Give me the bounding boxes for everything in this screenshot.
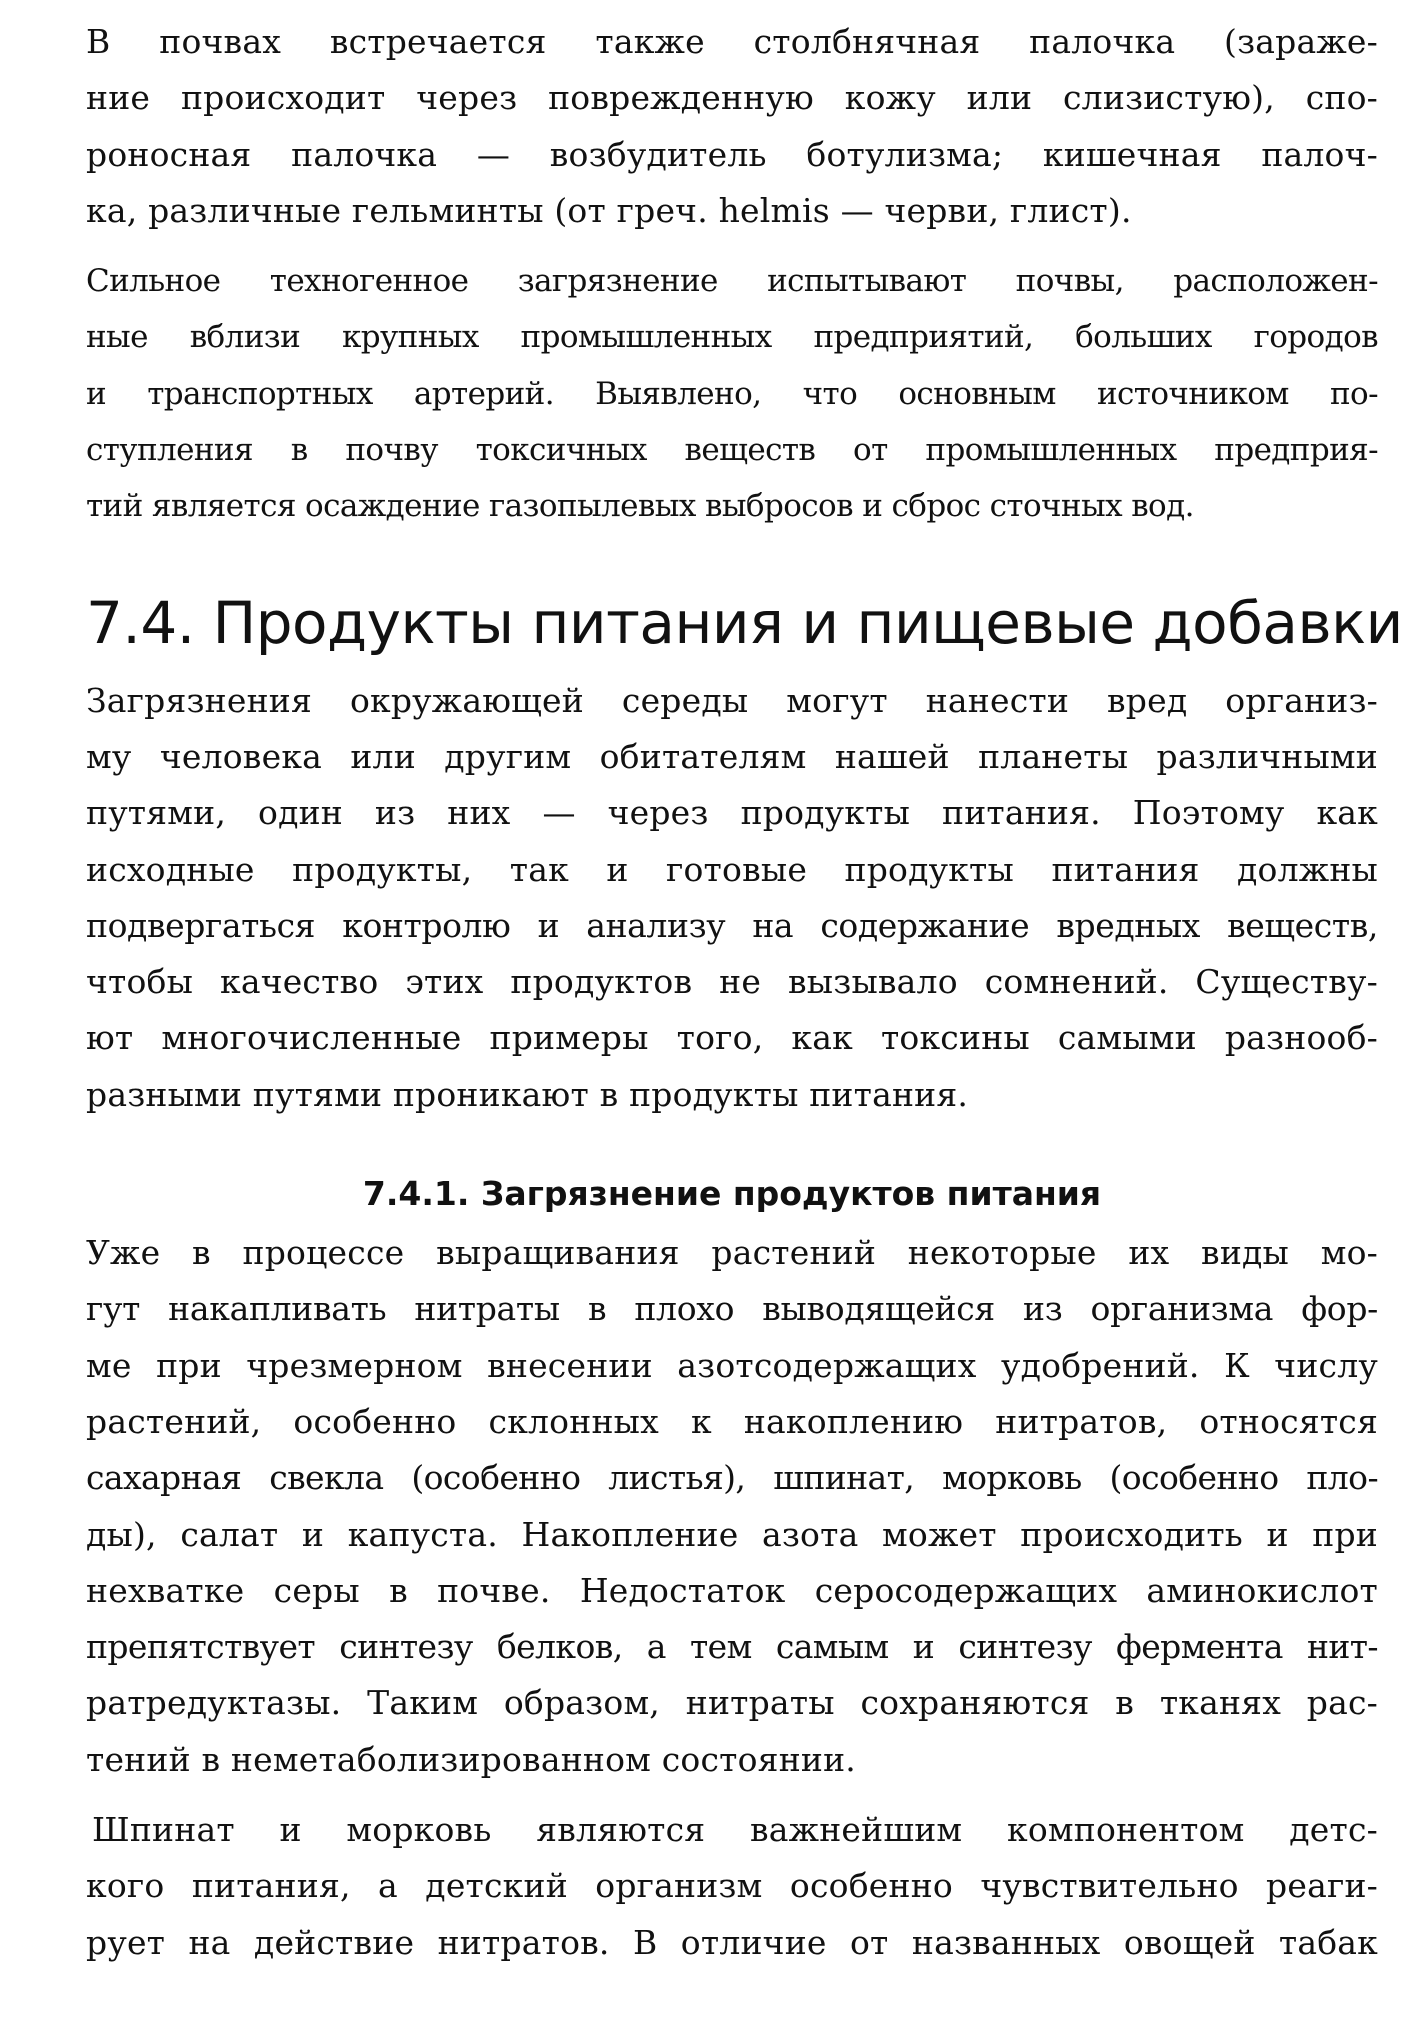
paragraph-children-food [86, 1802, 1378, 1971]
paragraph-technogenic-pollution [86, 253, 1378, 534]
paragraph-nitrates [86, 1225, 1378, 1788]
text-line: препятствует синтезу белков, а тем самым и синтезу фермента нит- [86, 1627, 1378, 1667]
text-line: ды), салат и капуста. Накопление азота может происходить и при [86, 1514, 1378, 1554]
text-line: Загрязнения окружающей середы могут нанести вред организ- [86, 680, 1378, 720]
text-line: и транспортных артерий. Выявлено, что основным источником по- [86, 375, 1378, 412]
text-line: В почвах встречается также столбнячная палочка (зараже- [86, 22, 1378, 61]
text-line: тий является осаждение газопылевых выбросов и сброс сточных вод. [86, 488, 1194, 525]
text-line: тений в неметаболизированном состоянии. [86, 1739, 856, 1779]
text-line: ные вблизи крупных промышленных предприятий, больших городов [86, 319, 1378, 356]
text-line: путями, один из них — через продукты питания. Поэтому как [86, 793, 1378, 833]
paragraph-food-contamination-intro [86, 673, 1378, 1123]
text-line: ступления в почву токсичных веществ от промышленных предприя- [86, 432, 1378, 469]
text-line: ние происходит через поврежденную кожу или слизистую), спо- [86, 78, 1378, 118]
text-line: ка, различные гельминты (от греч. helmis — черви, глист). [86, 190, 1132, 230]
text-line: нехватке серы в почве. Недостаток серосодержащих аминокислот [86, 1570, 1378, 1610]
paragraph-soil-bacteria [86, 14, 1378, 239]
text-line: ме при чрезмерном внесении азотсодержащих удобрений. К числу [86, 1345, 1378, 1385]
text-line: ют многочисленные примеры того, как токсины самыми разнооб- [86, 1018, 1378, 1058]
text-line: му человека или другим обитателям нашей планеты различными [86, 736, 1378, 776]
text-line: гут накапливать нитраты в плохо выводящейся из организма фор- [86, 1289, 1378, 1329]
text-line: Сильное техногенное загрязнение испытывают почвы, расположен- [86, 263, 1378, 300]
text-line: роносная палочка — возбудитель ботулизма; кишечная палоч- [86, 134, 1378, 174]
text-line: ратредуктазы. Таким образом, нитраты сохраняются в тканях рас- [86, 1683, 1378, 1723]
section-heading: 7.4. Продукты питания и пищевые добавки [86, 588, 1403, 657]
text-line: чтобы качество этих продуктов не вызывало сомнений. Существу- [86, 962, 1378, 1002]
text-line: Шпинат и морковь являются важнейшим компонентом детс- [92, 1810, 1378, 1850]
text-line: Уже в процессе выращивания растений некоторые их виды мо- [86, 1233, 1378, 1273]
text-line: исходные продукты, так и готовые продукты питания должны [86, 849, 1378, 889]
document-page [86, 14, 1403, 1971]
text-line: кого питания, а детский организм особенно чувствительно реаги- [86, 1866, 1378, 1906]
text-line: рует на действие нитратов. В отличие от названных овощей табак [86, 1922, 1378, 1962]
text-line: разными путями проникают в продукты питания. [86, 1074, 969, 1114]
text-line: сахарная свекла (особенно листья), шпинат, морковь (особенно пло- [86, 1458, 1378, 1498]
subsection-heading: 7.4.1. Загрязнение продуктов питания [362, 1174, 1102, 1214]
text-line: растений, особенно склонных к накоплению нитратов, относятся [86, 1401, 1378, 1441]
text-line: подвергаться контролю и анализу на содержание вредных веществ, [86, 905, 1378, 945]
